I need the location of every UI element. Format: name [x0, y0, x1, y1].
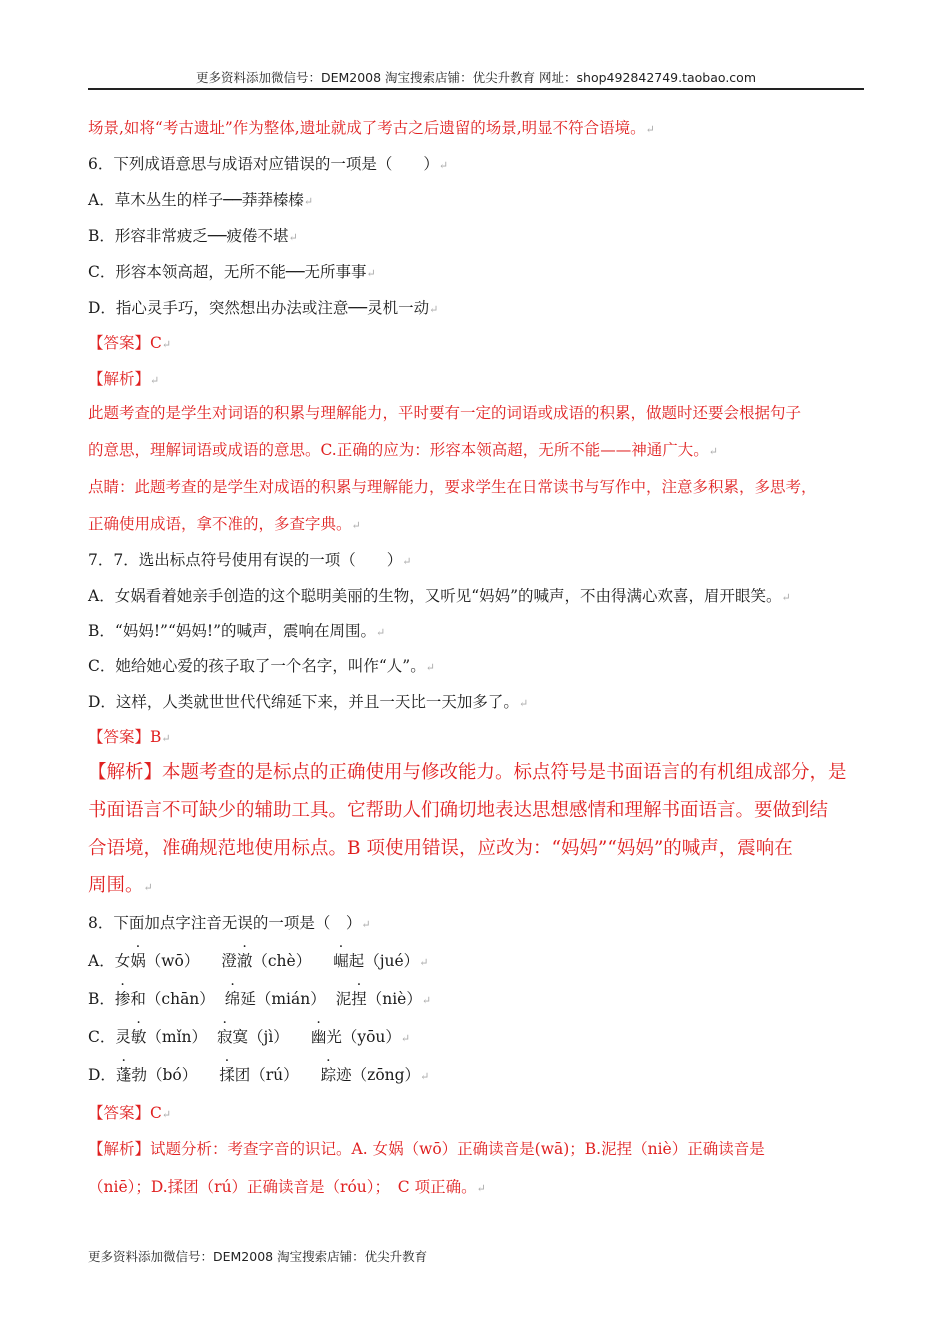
q7-option-a: A．女娲看着她亲手创造的这个聪明美丽的生物，又听见“妈妈”的喊声，不由得满心欢喜，眉开眼笑。↵ — [88, 587, 791, 605]
q6-option-d: D．指心灵手巧，突然想出办法或注意──灵机一动↵ — [88, 299, 439, 317]
header-rule — [88, 88, 864, 90]
q6-explanation-2: 的意思，理解词语或成语的意思。C.正确的应为：形容本领高超，无所不能——神通广大。↵ — [88, 441, 718, 459]
q7-explanation-2: 书面语言不可缺少的辅助工具。它帮助人们确切地表达思想感情和理解书面语言。要做到结 — [88, 800, 829, 821]
q6-option-c: C．形容本领高超，无所不能──无所事事↵ — [88, 263, 376, 281]
q6-analysis-label: 【解析】↵ — [88, 370, 160, 388]
q8-option-d: D．蓬勃（bó） 揉团（rú） 踪迹（zōng）↵ — [88, 1066, 430, 1084]
q6-stem: 6．下列成语意思与成语对应错误的一项是（ ）↵ — [88, 155, 449, 173]
q6-explanation-1: 此题考查的是学生对词语的积累与理解能力，平时要有一定的词语或成语的积累，做题时还要会根据句子 — [88, 404, 802, 422]
q6-tip-2: 正确使用成语，拿不准的，多查字典。↵ — [88, 515, 361, 533]
page-footer: 更多资料添加微信号：DEM2008 淘宝搜索店铺：优尖升教育 — [88, 1249, 428, 1264]
q6-option-a: A．草木丛生的样子──莽莽榛榛↵ — [88, 191, 314, 209]
q8-stem: 8．下面加点字注音无误的一项是（ ）↵ — [88, 914, 371, 932]
q7-explanation-1: 【解析】本题考查的是标点的正确使用与修改能力。标点符号是书面语言的有机组成部分，是 — [88, 762, 847, 783]
q6-answer: 【答案】C↵ — [88, 334, 172, 352]
q7-answer: 【答案】B↵ — [88, 728, 171, 746]
q8-option-a: A．女娲（wō） 澄澈（chè） 崛起（jué）↵ — [88, 952, 429, 970]
q7-stem: 7．7．选出标点符号使用有误的一项（ ）↵ — [88, 551, 412, 569]
q7-explanation-4: 周围。↵ — [88, 875, 153, 896]
q7-option-c: C．她给她心爱的孩子取了一个名字，叫作“人”。↵ — [88, 657, 435, 675]
prev-explanation-tail: 场景,如将“考古遗址”作为整体,遗址就成了考古之后遗留的场景,明显不符合语境。↵ — [88, 119, 655, 137]
q8-answer: 【答案】C↵ — [88, 1104, 172, 1122]
q6-option-b: B．形容非常疲乏──疲倦不堪↵ — [88, 227, 298, 245]
q8-option-c: C．灵敏（mǐn） 寂寞（jì） 幽光（yōu）↵ — [88, 1028, 411, 1046]
q7-explanation-3: 合语境，准确规范地使用标点。B 项使用错误，应改为：“妈妈”“妈妈”的喊声，震响在 — [88, 838, 793, 859]
q7-option-b: B．“妈妈!”“妈妈!”的喊声，震响在周围。↵ — [88, 622, 386, 640]
q6-tip-1: 点睛：此题考查的是学生对成语的积累与理解能力，要求学生在日常读书与写作中，注意多积累，多思考， — [88, 478, 817, 496]
q8-explanation-1: 【解析】试题分析：考查字音的识记。A. 女娲（wō）正确读音是(wā)；B.泥捏（niè）正确读音是 — [88, 1140, 765, 1158]
q8-option-b: B．掺和（chān） 绵延（mián） 泥捏（niè）↵ — [88, 990, 432, 1008]
q7-option-d: D．这样，人类就世世代代绵延下来，并且一天比一天加多了。↵ — [88, 693, 529, 711]
page-header: 更多资料添加微信号：DEM2008 淘宝搜索店铺：优尖升教育 网址：shop492842749.taobao.com — [195, 70, 757, 85]
q8-explanation-2: （niē）；D.揉团（rú）正确读音是（róu）； C 项正确。↵ — [88, 1178, 486, 1196]
